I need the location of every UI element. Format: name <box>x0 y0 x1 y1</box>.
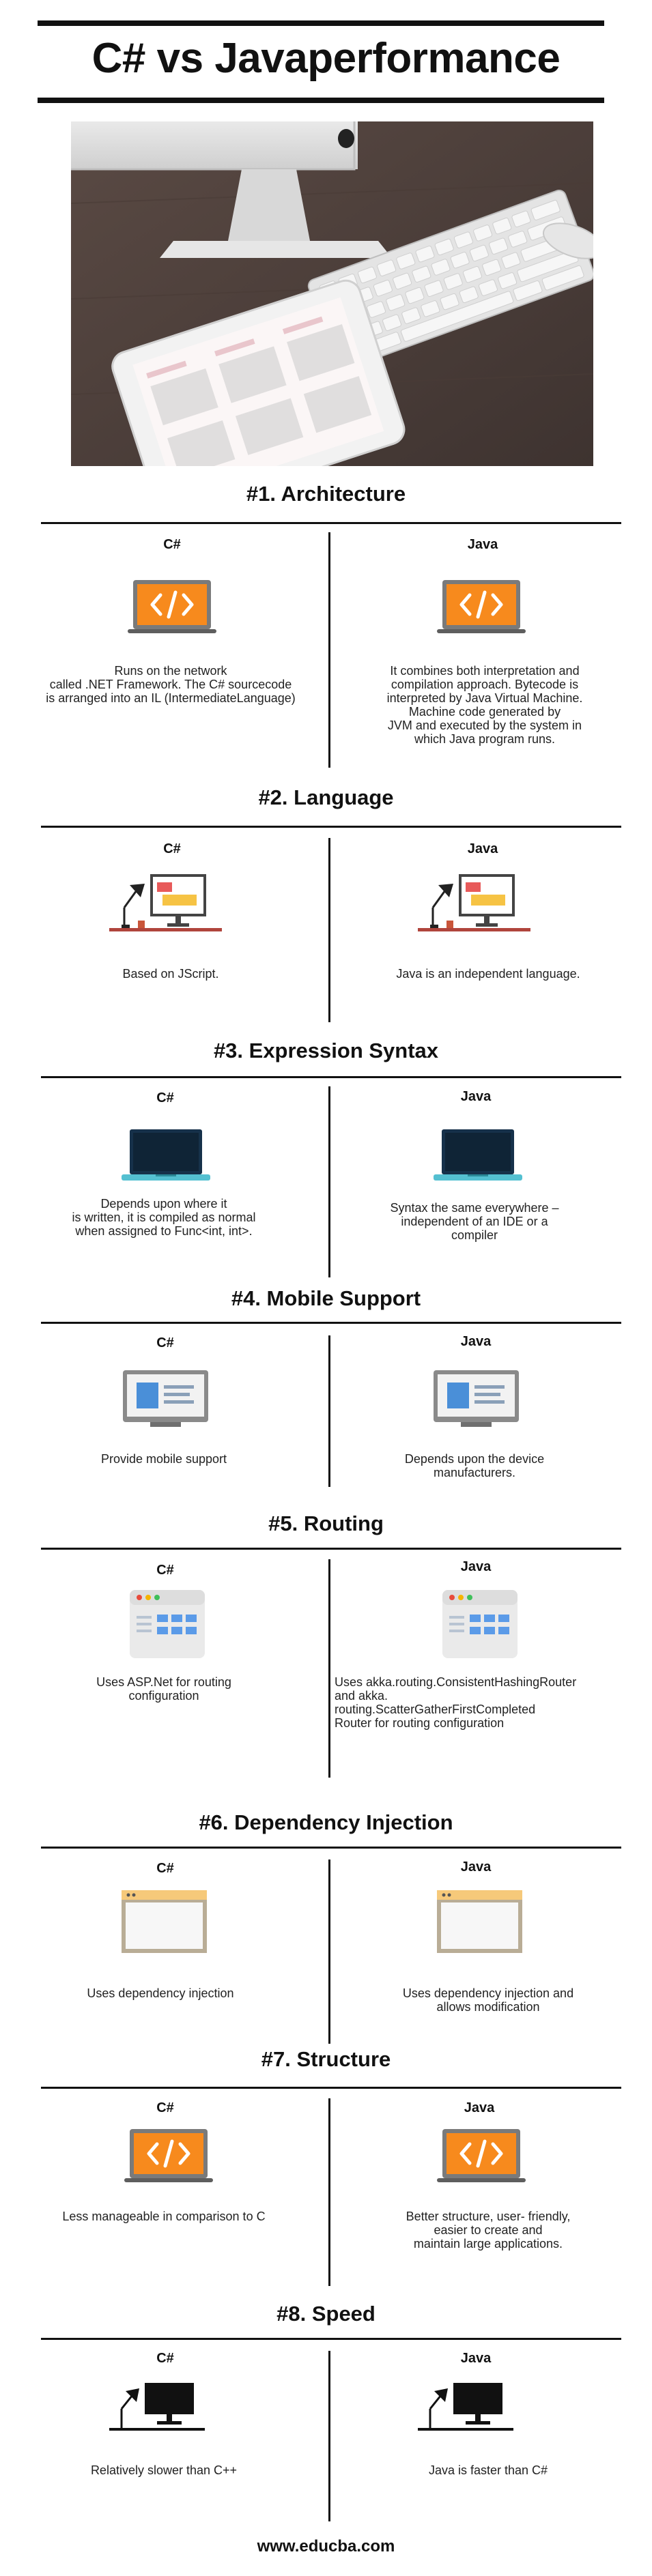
column-divider <box>328 532 330 768</box>
col-head-java: Java <box>460 1859 492 1875</box>
section-title-mobile-support: #4. Mobile Support <box>231 1286 421 1310</box>
section-title-routing: #5. Routing <box>268 1511 384 1535</box>
desk-lamp-monitor-icon <box>418 870 530 935</box>
title-rule-bottom <box>38 98 604 103</box>
column-divider <box>328 1086 330 1277</box>
col-head-csharp: C# <box>156 2351 174 2366</box>
architecture-csharp-text: Runs on the network called .NET Framework. The C# sourcecode is arranged into an IL (IntermediateLanguage) <box>46 664 296 705</box>
hero-photo <box>71 121 593 466</box>
language-java-text: Java is an independent language. <box>396 967 580 981</box>
col-head-java: Java <box>460 1334 492 1349</box>
code-laptop-icon <box>128 580 216 635</box>
section-title-structure: #7. Structure <box>261 2047 391 2071</box>
section-title-expression-syntax: #3. Expression Syntax <box>213 1039 439 1062</box>
dependency-injection-csharp-text: Uses dependency injection <box>87 1986 234 2000</box>
column-divider <box>328 1335 330 1487</box>
footer-url: www.educba.com <box>257 2537 395 2556</box>
column-divider <box>328 2351 330 2521</box>
routing-csharp-text: Uses ASP.Net for routing configuration <box>96 1675 231 1703</box>
blank-window-icon <box>122 1890 207 1955</box>
section-rule <box>41 522 621 524</box>
col-head-csharp: C# <box>156 1861 174 1876</box>
section-rule <box>41 2338 621 2340</box>
language-csharp-text: Based on JScript. <box>122 967 219 981</box>
code-laptop-icon <box>437 2129 526 2184</box>
section-title-language: #2. Language <box>258 785 394 809</box>
expression-syntax-java-text: Syntax the same everywhere – independent of an IDE or a compiler <box>390 1201 559 1242</box>
section-rule <box>41 1847 621 1849</box>
speed-csharp-text: Relatively slower than C++ <box>90 2463 238 2477</box>
monitor-card-icon <box>434 1370 519 1428</box>
section-rule <box>41 1548 621 1550</box>
col-head-csharp: C# <box>163 841 181 856</box>
desk-lamp-monitor-dark-icon <box>418 2382 513 2433</box>
column-divider <box>328 1859 330 2044</box>
structure-java-text: Better structure, user- friendly, easier to create and maintain large applications. <box>406 2210 571 2251</box>
code-laptop-icon <box>437 580 526 635</box>
desk-lamp-monitor-icon <box>109 870 222 935</box>
monitor-card-icon <box>123 1370 208 1428</box>
title-rule-top <box>38 20 604 26</box>
blank-window-icon <box>437 1890 522 1955</box>
page-title: C# vs Javaperformance <box>91 35 561 82</box>
browser-window-icon <box>442 1590 518 1662</box>
col-head-csharp: C# <box>156 2100 174 2115</box>
dependency-injection-java-text: Uses dependency injection and allows modification <box>402 1986 574 2014</box>
structure-csharp-text: Less manageable in comparison to C <box>62 2210 266 2223</box>
col-head-java: Java <box>467 841 498 856</box>
section-rule <box>41 1076 621 1078</box>
col-head-java: Java <box>460 2351 492 2366</box>
col-head-java: Java <box>460 1089 492 1104</box>
desk-lamp-monitor-dark-icon <box>109 2382 205 2433</box>
section-title-speed: #8. Speed <box>277 2302 375 2326</box>
code-laptop-icon <box>124 2129 213 2184</box>
section-rule <box>41 1322 621 1324</box>
expression-syntax-csharp-text: Depends upon where it is written, it is compiled as normal when assigned to Func<int, int>. <box>72 1197 256 1238</box>
col-head-csharp: C# <box>163 537 181 552</box>
col-head-java: Java <box>460 1559 492 1574</box>
section-rule <box>41 2087 621 2089</box>
architecture-java-text: It combines both interpretation and compilation approach. Bytecode is interpreted by Java Virtual Machine. Machine code generated by JVM and executed by the system in which Java program runs. <box>386 664 583 746</box>
routing-java-text: Uses akka.routing.ConsistentHashingRouter and akka. routing.ScatterGatherFirstCompleted Router for routing configuration <box>335 1675 577 1730</box>
section-title-architecture: #1. Architecture <box>246 482 406 506</box>
col-head-csharp: C# <box>156 1090 174 1105</box>
laptop-icon <box>434 1129 522 1184</box>
column-divider <box>328 1559 330 1778</box>
mobile-support-csharp-text: Provide mobile support <box>100 1452 227 1466</box>
col-head-java: Java <box>464 2100 495 2115</box>
section-title-dependency-injection: #6. Dependency Injection <box>199 1810 453 1834</box>
column-divider <box>328 2098 330 2286</box>
col-head-csharp: C# <box>156 1563 174 1578</box>
col-head-java: Java <box>467 537 498 552</box>
column-divider <box>328 838 330 1022</box>
col-head-csharp: C# <box>156 1335 174 1350</box>
section-rule <box>41 826 621 828</box>
laptop-icon <box>122 1129 210 1184</box>
mobile-support-java-text: Depends upon the device manufacturers. <box>404 1452 545 1479</box>
browser-window-icon <box>130 1590 205 1662</box>
speed-java-text: Java is faster than C# <box>428 2463 548 2477</box>
